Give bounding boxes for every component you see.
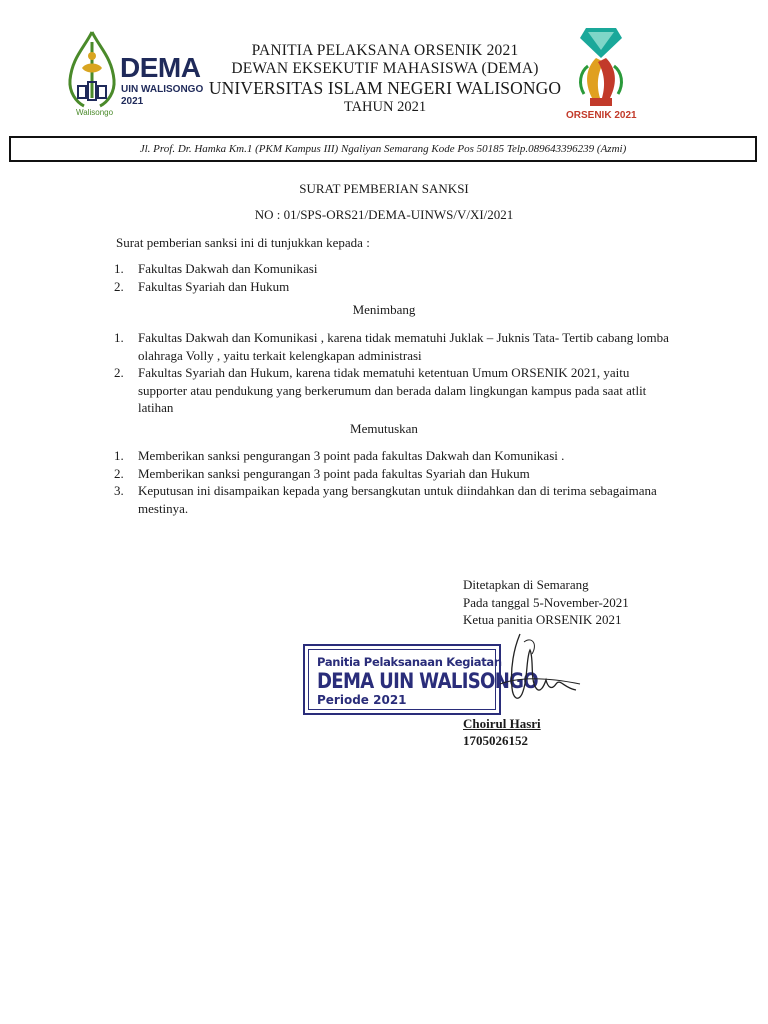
list-text: Fakultas Dakwah dan Komunikasi bbox=[138, 261, 318, 276]
orsenik-logo-text: ORSENIK 2021 bbox=[566, 110, 637, 121]
signature-place: Ditetapkan di Semarang bbox=[463, 577, 589, 592]
dema-logo-brand: DEMA bbox=[120, 52, 201, 83]
list-number: 1. bbox=[114, 330, 124, 345]
stamp-line-2: DEMA UIN WALISONGO bbox=[317, 669, 538, 693]
list-item bbox=[114, 447, 676, 465]
dema-logo-subtitle: UIN WALISONGO bbox=[121, 84, 204, 95]
decision-list bbox=[114, 447, 676, 517]
list-text: Fakultas Dakwah dan Komunikasi , karena tidak mematuhi Juklak – Juknis Tata- Tertib cabang lomba olahraga Volly , yaitu terkait kelengkapan administrasi bbox=[138, 330, 669, 363]
list-number: 2. bbox=[114, 278, 124, 294]
letter-number: NO : 01/SPS-ORS21/DEMA-UINWS/V/XI/2021 bbox=[254, 207, 514, 222]
committee-stamp bbox=[303, 644, 538, 715]
header-university: UNIVERSITAS ISLAM NEGERI WALISONGO bbox=[208, 78, 562, 98]
list-text: Memberikan sanksi pengurangan 3 point pada fakultas Syariah dan Hukum bbox=[138, 465, 530, 481]
stamp-line-1: Panitia Pelaksanaan Kegiatan bbox=[317, 655, 502, 669]
orsenik-trophy-icon bbox=[566, 22, 636, 112]
list-text: Fakultas Syariah dan Hukum, karena tidak mematuhi ketentuan Umum ORSENIK 2021, yaitu supporter atau pendukung yang berkerumum dan berada dalam lingkungan kampus pada saat atlit latihan bbox=[138, 365, 647, 415]
letter-title: SURAT PEMBERIAN SANKSI bbox=[299, 181, 469, 196]
list-number: 3. bbox=[114, 483, 124, 498]
orsenik-logo bbox=[566, 22, 636, 128]
decision-heading: Memutuskan bbox=[350, 421, 418, 436]
header-year: TAHUN 2021 bbox=[343, 99, 427, 115]
signer-name: Choirul Hasri bbox=[463, 716, 541, 731]
stamp-line-3: Periode 2021 bbox=[317, 693, 407, 707]
signature-role: Ketua panitia ORSENIK 2021 bbox=[463, 612, 622, 627]
dema-logo-year: 2021 bbox=[121, 96, 144, 107]
address-box bbox=[9, 136, 757, 162]
list-number: 2. bbox=[114, 365, 124, 380]
header-committee: PANITIA PELAKSANA ORSENIK 2021 bbox=[251, 42, 519, 59]
considering-heading: Menimbang bbox=[352, 302, 416, 317]
letter-intro: Surat pemberian sanksi ini di tunjukkan kepada : bbox=[116, 235, 370, 250]
list-number: 1. bbox=[114, 448, 124, 463]
list-text: Fakultas Syariah dan Hukum bbox=[138, 278, 290, 294]
list-text: Keputusan ini disampaikan kepada yang bersangkutan untuk diindahkan dan di terima sebagaimana mestinya. bbox=[138, 483, 657, 516]
handwritten-signature-icon bbox=[480, 628, 590, 712]
list-number: 1. bbox=[114, 261, 124, 276]
signature-date: Pada tanggal 5-November-2021 bbox=[463, 594, 629, 610]
recipient-list bbox=[114, 260, 694, 295]
header-council: DEWAN EKSEKUTIF MAHASISWA (DEMA) bbox=[231, 60, 539, 77]
list-item bbox=[114, 364, 676, 417]
list-number: 2. bbox=[114, 465, 124, 481]
signer-id: 1705026152 bbox=[463, 733, 528, 748]
dema-logo bbox=[64, 28, 204, 120]
list-item bbox=[114, 482, 676, 517]
considering-list bbox=[114, 329, 676, 417]
dema-logo-tag: Walisongo bbox=[76, 108, 114, 117]
list-item bbox=[114, 465, 676, 483]
list-text: Memberikan sanksi pengurangan 3 point pada fakultas Dakwah dan Komunikasi . bbox=[138, 448, 565, 463]
list-item bbox=[114, 260, 694, 278]
list-item bbox=[114, 278, 694, 296]
address-text: Jl. Prof. Dr. Hamka Km.1 (PKM Kampus III) Ngaliyan Semarang Kode Pos 50185 Telp.089643396239 (Azmi) bbox=[139, 143, 627, 155]
list-item bbox=[114, 329, 676, 364]
signature-block bbox=[463, 576, 723, 629]
